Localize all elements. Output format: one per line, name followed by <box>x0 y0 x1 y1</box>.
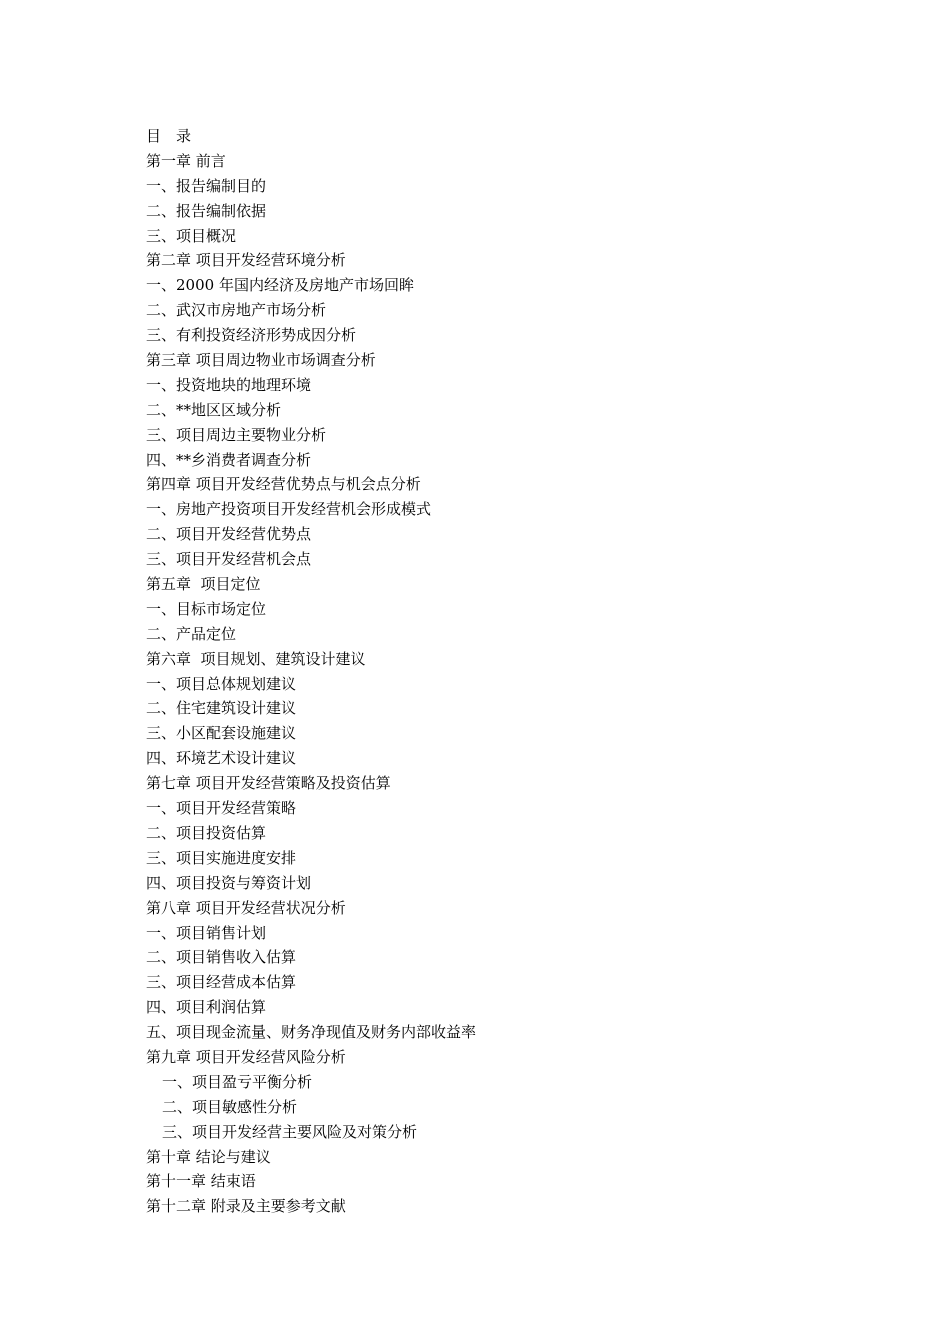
toc-item: 三、项目周边主要物业分析 <box>146 425 327 444</box>
toc-item: 二、产品定位 <box>146 624 237 643</box>
toc-item: 一、目标市场定位 <box>146 599 267 618</box>
chapter-8-heading: 第八章 项目开发经营状况分析 <box>146 898 346 917</box>
toc-item: 一、房地产投资项目开发经营机会形成模式 <box>146 500 432 519</box>
toc-item: 二、报告编制依据 <box>146 201 267 220</box>
toc-item: 三、项目开发经营主要风险及对策分析 <box>162 1122 418 1141</box>
chapter-2-heading: 第二章 项目开发经营环境分析 <box>146 251 346 270</box>
chapter-7-heading: 第七章 项目开发经营策略及投资估算 <box>146 774 391 793</box>
chapter-12-heading: 第十二章 附录及主要参考文献 <box>146 1197 346 1216</box>
toc-item: 三、项目实施进度安排 <box>146 848 297 867</box>
table-of-contents <box>146 124 846 1219</box>
chapter-5-heading: 第五章 项目定位 <box>146 575 261 594</box>
chapter-10-heading: 第十章 结论与建议 <box>146 1147 271 1166</box>
chapter-1-heading: 第一章 前言 <box>146 151 226 170</box>
toc-item: 二、项目开发经营优势点 <box>146 525 312 544</box>
chapter-11-heading: 第十一章 结束语 <box>146 1172 256 1191</box>
toc-item: 一、报告编制目的 <box>146 176 267 195</box>
toc-item: 四、项目利润估算 <box>146 998 267 1017</box>
toc-item: 二、住宅建筑设计建议 <box>146 699 297 718</box>
chapter-9-heading: 第九章 项目开发经营风险分析 <box>146 1047 346 1066</box>
toc-item: 一、项目盈亏平衡分析 <box>162 1072 313 1091</box>
chapter-4-heading: 第四章 项目开发经营优势点与机会点分析 <box>146 475 421 494</box>
toc-item: 一、项目总体规划建议 <box>146 674 297 693</box>
toc-item: 二、项目投资估算 <box>146 823 267 842</box>
toc-item: 一、项目开发经营策略 <box>146 799 297 818</box>
chapter-6-heading: 第六章 项目规划、建筑设计建议 <box>146 649 366 668</box>
toc-item: 四、项目投资与筹资计划 <box>146 873 312 892</box>
toc-item: 四、环境艺术设计建议 <box>146 749 297 768</box>
toc-item: 一、项目销售计划 <box>146 923 267 942</box>
toc-item: 二、武汉市房地产市场分析 <box>146 301 327 320</box>
toc-item: 一、投资地块的地理环境 <box>146 375 312 394</box>
toc-item: 三、小区配套设施建议 <box>146 724 297 743</box>
toc-item: 二、**地区区域分析 <box>146 400 282 419</box>
toc-title: 目 录 <box>146 127 192 145</box>
toc-item: 五、项目现金流量、财务净现值及财务内部收益率 <box>146 1023 477 1042</box>
toc-item: 二、项目敏感性分析 <box>162 1097 298 1116</box>
toc-item: 三、项目经营成本估算 <box>146 973 297 992</box>
chapter-3-heading: 第三章 项目周边物业市场调查分析 <box>146 351 376 370</box>
toc-item: 一、2000 年国内经济及房地产市场回眸 <box>146 276 414 295</box>
toc-item: 三、项目概况 <box>146 226 237 245</box>
toc-item: 二、项目销售收入估算 <box>146 948 297 967</box>
toc-item: 四、**乡消费者调查分析 <box>146 450 312 469</box>
toc-item: 三、项目开发经营机会点 <box>146 550 312 569</box>
toc-item: 三、有利投资经济形势成因分析 <box>146 326 357 345</box>
